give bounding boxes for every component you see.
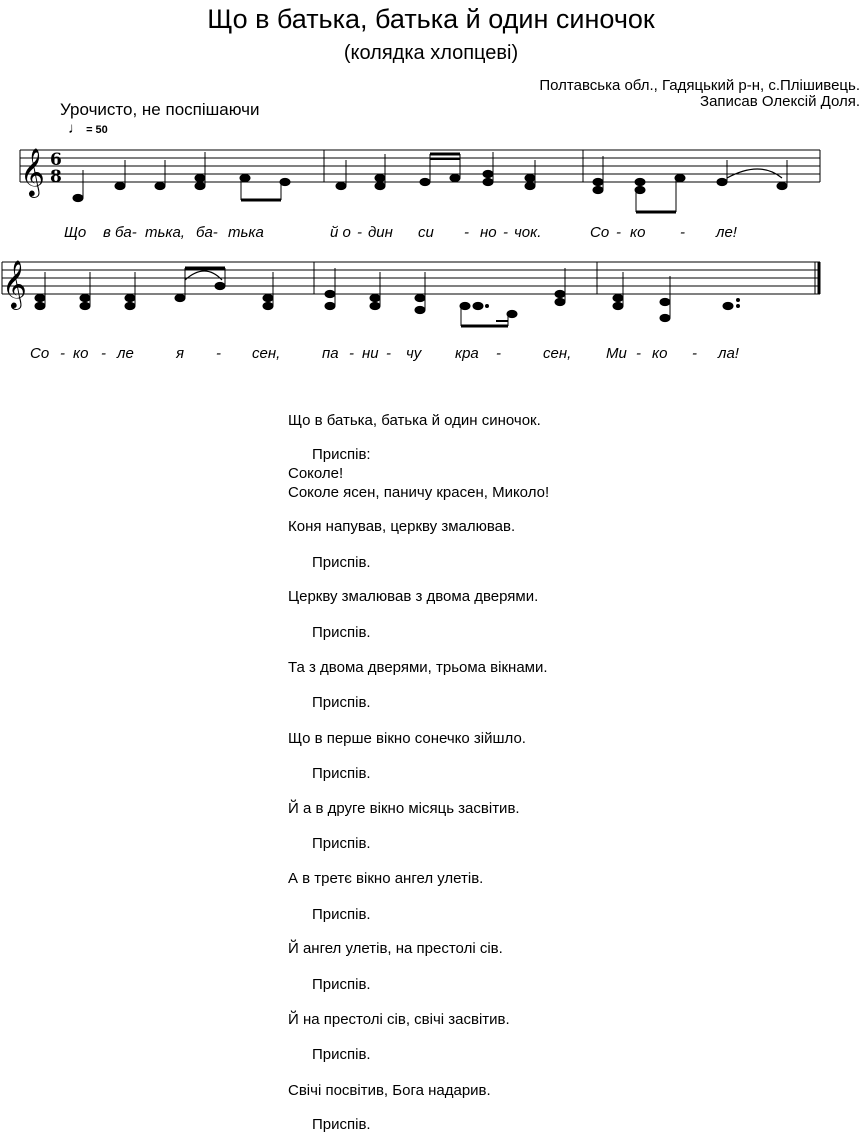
refrain-label: Приспів. (312, 976, 371, 993)
refrain-label: Приспів. (312, 1046, 371, 1063)
lyric-hyphen: - (680, 224, 685, 241)
lyric-syllable: чок. (514, 224, 542, 241)
refrain-label: Приспів. (312, 554, 371, 571)
lyric-syllable: я (176, 345, 185, 362)
lyric-syllable: Ми (606, 345, 627, 362)
verse-line: Й а в друге вікно місяць засвітив. (288, 800, 520, 817)
lyric-hyphen: - (616, 224, 621, 241)
lyric-syllable: ле (117, 345, 134, 362)
refrain-label: Приспів. (312, 765, 371, 782)
lyric-hyphen: - (216, 345, 221, 362)
lyric-hyphen: - (386, 345, 391, 362)
verse-line: Й на престолі сів, свічі засвітив. (288, 1011, 510, 1028)
lyric-hyphen: - (503, 224, 508, 241)
lyric-hyphen: - (101, 345, 106, 362)
lyric-syllable: но (480, 224, 497, 241)
refrain-label: Приспів: (312, 446, 371, 463)
lyric-hyphen: - (349, 345, 354, 362)
song-subtitle: (колядка хлопцеві) (343, 42, 519, 64)
lyric-syllable: ко (630, 224, 646, 241)
lyric-syllable: Со (30, 345, 50, 362)
refrain-line: Соколе! (288, 465, 344, 482)
lyric-syllable: чу (406, 345, 422, 362)
verse-line: Що в перше вікно сонечко зійшло. (288, 730, 526, 747)
lyric-hyphen: - (692, 345, 697, 362)
treble-clef-icon: 𝄞 (20, 147, 45, 196)
lyric-hyphen: - (464, 224, 469, 241)
lyric-syllable: й о (330, 224, 351, 241)
verse-line: Церкву змалював з двома дверями. (288, 588, 539, 605)
metronome-value: = 50 (86, 124, 108, 136)
verse-line: Свічі посвітив, Бога надарив. (288, 1082, 491, 1099)
verse-line: Та з двома дверями, трьома вікнами. (288, 659, 548, 676)
staff-system-2 (2, 262, 820, 294)
refrain-line: Соколе ясен, паничу красен, Миколо! (288, 484, 550, 501)
lyric-syllable: ле! (716, 224, 737, 241)
lyric-syllable: ни (362, 345, 379, 362)
tempo-marking: Урочисто, не поспішаючи (60, 100, 260, 119)
lyric-syllable: кра (455, 345, 479, 362)
lyric-syllable: сен, (543, 345, 572, 362)
lyric-syllable: Со (590, 224, 610, 241)
lyric-hyphen: - (60, 345, 65, 362)
verse-line: Коня напував, церкву змалював. (288, 518, 516, 535)
lyric-syllable: сен, (252, 345, 281, 362)
lyric-syllable: Що (64, 224, 87, 241)
treble-clef-icon: 𝄞 (2, 259, 27, 308)
lyric-syllable: дин (368, 224, 393, 241)
lyric-syllable: тька (228, 224, 264, 241)
lyric-hyphen: - (636, 345, 641, 362)
lyric-syllable: тька, (145, 224, 185, 241)
lyric-syllable: ба- (196, 224, 218, 241)
lyric-syllable: ко (652, 345, 668, 362)
song-title: Що в батька, батька й один синочок (207, 4, 655, 34)
time-sig-top: 6 (50, 150, 62, 170)
staff-system-1 (20, 150, 820, 182)
refrain-label: Приспів. (312, 906, 371, 923)
verse-line: А в третє вікно ангел улетів. (288, 870, 484, 887)
refrain-label: Приспів. (312, 835, 371, 852)
verse-line: Що в батька, батька й один синочок. (288, 412, 541, 429)
lyric-hyphen: - (357, 224, 362, 241)
time-sig-bottom: 8 (50, 167, 62, 187)
lyric-hyphen: - (496, 345, 501, 362)
refrain-label: Приспів. (312, 694, 371, 711)
lyric-syllable: в ба- (103, 224, 137, 241)
lyric-syllable: ла! (718, 345, 739, 362)
quarter-note-icon: ♩ (68, 120, 83, 137)
refrain-label: Приспів. (312, 1116, 371, 1133)
lyric-syllable: си (418, 224, 434, 241)
notes-system-2 (35, 268, 740, 326)
lyric-syllable: па (322, 345, 339, 362)
refrain-label: Приспів. (312, 624, 371, 641)
verse-line: Й ангел улетів, на престолі сів. (288, 940, 503, 957)
music-score (0, 0, 862, 400)
source-region: Полтавська обл., Гадяцький р-н, с.Плішивець. (539, 77, 860, 94)
source-recorder: Записав Олексій Доля. (700, 93, 860, 110)
lyric-syllable: ко (73, 345, 89, 362)
